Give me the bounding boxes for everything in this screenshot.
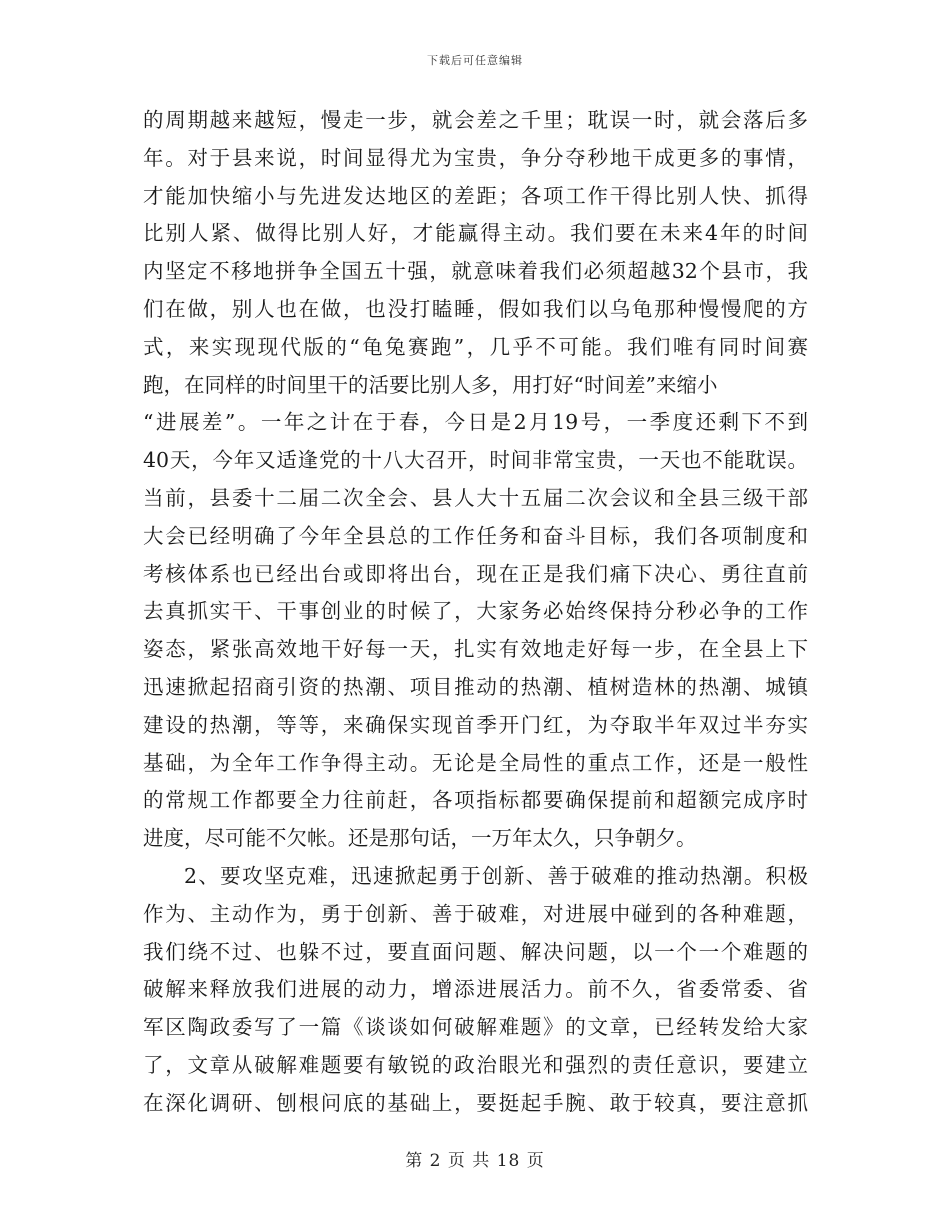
text-line: 年。对于县来说，时间显得尤为宝贵，争分夺秒地干成更多的事情， (143, 145, 808, 170)
text-line: 内坚定不移地拼争全国五十强，就意味着我们必须超越32个县市，我 (143, 259, 808, 284)
text-line: 我们绕不过、也躲不过，要直面问题、解决问题，以一个一个难题的 (143, 939, 808, 964)
text-line: 建设的热潮，等等，来确保实现首季开门红，为夺取半年双过半夯实 (143, 712, 808, 737)
text-line: 基础，为全年工作争得主动。无论是全局性的重点工作，还是一般性 (143, 750, 808, 775)
page-number: 第 2 页 共 18 页 (405, 1151, 545, 1171)
text-line: 们在做，别人也在做，也没打瞌睡，假如我们以乌龟那种慢慢爬的方 (143, 296, 808, 321)
page-header: 下载后可任意编辑 (427, 54, 523, 67)
text-line: 的常规工作都要全力往前赶，各项指标都要确保提前和超额完成序时 (143, 788, 808, 813)
text-line: 大会已经明确了今年全县总的工作任务和奋斗目标，我们各项制度和 (143, 523, 808, 548)
section-heading-line: 2、要攻坚克难，迅速掀起勇于创新、善于破难的推动热潮。积极 (184, 863, 808, 888)
text-line: 军区陶政委写了一篇《谈谈如何破解难题》的文章，已经转发给大家 (143, 1015, 808, 1040)
text-line: 作为、主动作为，勇于创新、善于破难，对进展中碰到的各种难题， (143, 901, 808, 926)
text-line: 比别人紧、做得比别人好，才能赢得主动。我们要在未来4年的时间 (143, 221, 808, 246)
text-line: 式，来实现现代版的“龟兔赛跑”，几乎不可能。我们唯有同时间赛 (143, 334, 808, 359)
text-line: 40天，今年又适逢党的十八大召开，时间非常宝贵，一天也不能耽误。 (143, 448, 808, 473)
text-line: 跑，在同样的时间里干的活要比别人多，用打好“时间差”来缩小 (143, 372, 718, 397)
text-line: 去真抓实干、干事创业的时候了，大家务必始终保持分秒必争的工作 (143, 599, 808, 624)
text-line: 了，文章从破解难题要有敏锐的政治眼光和强烈的责任意识，要建立 (143, 1052, 808, 1077)
text-line: 当前，县委十二届二次全会、县人大十五届二次会议和全县三级干部 (143, 485, 808, 510)
text-line: 进度，尽可能不欠帐。还是那句话，一万年太久，只争朝夕。 (143, 826, 697, 851)
text-line: 迅速掀起招商引资的热潮、项目推动的热潮、植树造林的热潮、城镇 (143, 674, 808, 699)
document-body (143, 102, 808, 1123)
text-line: 考核体系也已经出台或即将出台，现在正是我们痛下决心、勇往直前 (143, 561, 808, 586)
text-line: 姿态，紧张高效地干好每一天，扎实有效地走好每一步，在全县上下 (143, 637, 808, 662)
text-line: “进展差”。一年之计在于春，今日是2月19号，一季度还剩下不到 (143, 410, 808, 435)
text-line: 的周期越来越短，慢走一步，就会差之千里；耽误一时，就会落后多 (143, 108, 808, 132)
text-line: 在深化调研、刨根问底的基础上，要挺起手腕、敢于较真，要注意抓 (143, 1090, 808, 1115)
text-line: 破解来释放我们进展的动力，增添进展活力。前不久，省委常委、省 (143, 977, 808, 1002)
text-line: 才能加快缩小与先进发达地区的差距；各项工作干得比别人快、抓得 (143, 183, 808, 208)
